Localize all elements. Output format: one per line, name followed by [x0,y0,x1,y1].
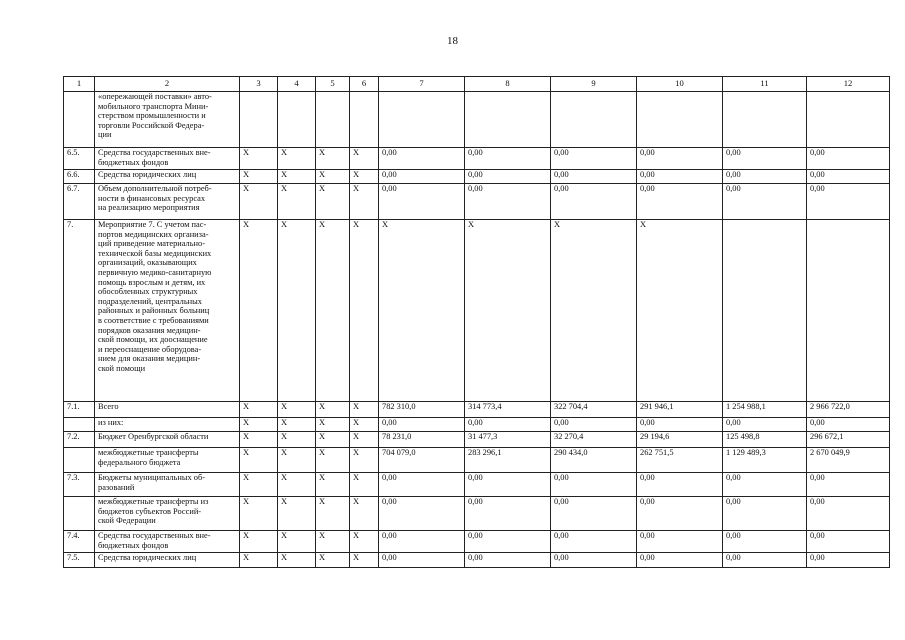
amount-cell: 0,00 [723,148,807,170]
marker-cell: X [278,531,316,553]
amount-cell: 0,00 [807,170,890,184]
description-cell: Всего [95,402,240,418]
row-number-cell: 7.5. [64,553,95,568]
marker-cell: X [278,497,316,531]
amount-cell: 32 270,4 [551,432,637,448]
amount-cell: 0,00 [379,170,465,184]
marker-cell: X [278,448,316,473]
marker-cell: X [350,170,379,184]
row-number-cell: 7.2. [64,432,95,448]
description-cell: Мероприятие 7. С учетом пас- портов медицинских организа- ций приведение материально- технической базы медицинских организаций, оказывающих первичную медико-санитарную помощь взрослым и детям, их обособленных структурных подразделений, центральных районных и районных больниц в соответствие с требованиями порядков оказания медицин- ской помощи, их дооснащение и переоснащение оборудова- нием для оказания медицин- ской помощи [95,220,240,402]
marker-cell: X [240,497,278,531]
amount-cell: 125 498,8 [723,432,807,448]
column-header: 3 [240,77,278,92]
row-number-cell [64,448,95,473]
marker-cell: X [240,448,278,473]
amount-cell [723,220,807,402]
row-number-cell: 6.6. [64,170,95,184]
description-cell: межбюджетные трансферты федерального бюджета [95,448,240,473]
marker-cell: X [350,553,379,568]
table-row [64,170,890,184]
marker-cell [316,92,350,148]
amount-cell [637,92,723,148]
table-row [64,448,890,473]
marker-cell: X [240,170,278,184]
marker-cell: X [316,553,350,568]
amount-cell [465,92,551,148]
marker-cell: X [278,148,316,170]
description-cell: Средства государственных вне- бюджетных фондов [95,148,240,170]
description-cell: Объем дополнительной потреб- ности в финансовых ресурсах на реализацию мероприятия [95,184,240,220]
marker-cell: X [240,220,278,402]
marker-cell: X [240,184,278,220]
table-row [64,402,890,418]
amount-cell: 0,00 [379,418,465,432]
amount-cell: 1 129 489,3 [723,448,807,473]
amount-cell: 2 966 722,0 [807,402,890,418]
amount-cell: 0,00 [723,170,807,184]
marker-cell: X [278,170,316,184]
amount-cell: X [637,220,723,402]
budget-table [63,76,890,568]
amount-cell: 0,00 [807,553,890,568]
column-header: 10 [637,77,723,92]
marker-cell: X [278,402,316,418]
column-header: 12 [807,77,890,92]
amount-cell: 291 946,1 [637,402,723,418]
marker-cell: X [316,448,350,473]
marker-cell [278,92,316,148]
amount-cell: 0,00 [723,418,807,432]
marker-cell: X [350,402,379,418]
marker-cell: X [240,473,278,497]
marker-cell: X [278,553,316,568]
marker-cell: X [350,432,379,448]
description-cell: «опережающей поставки» авто- мобильного транспорта Мини- стерством промышленности и торговли Российской Федера- ции [95,92,240,148]
description-cell: Бюджеты муниципальных об- разований [95,473,240,497]
marker-cell: X [350,531,379,553]
amount-cell: 0,00 [379,184,465,220]
amount-cell: X [465,220,551,402]
column-header: 9 [551,77,637,92]
marker-cell: X [316,148,350,170]
marker-cell: X [316,220,350,402]
marker-cell: X [350,220,379,402]
marker-cell: X [240,531,278,553]
amount-cell: 0,00 [637,497,723,531]
marker-cell: X [350,448,379,473]
row-number-cell: 7.1. [64,402,95,418]
amount-cell: 0,00 [637,148,723,170]
marker-cell: X [278,184,316,220]
amount-cell: 0,00 [465,531,551,553]
marker-cell: X [278,432,316,448]
table-row [64,148,890,170]
marker-cell: X [316,184,350,220]
amount-cell: 0,00 [807,148,890,170]
marker-cell: X [240,402,278,418]
amount-cell: 0,00 [637,553,723,568]
amount-cell: 0,00 [723,497,807,531]
marker-cell: X [278,220,316,402]
amount-cell: 0,00 [723,184,807,220]
description-cell: межбюджетные трансферты из бюджетов субъектов Россий- ской Федерации [95,497,240,531]
amount-cell: 0,00 [379,148,465,170]
amount-cell: 0,00 [637,473,723,497]
column-header: 5 [316,77,350,92]
description-cell: Бюджет Оренбургской области [95,432,240,448]
table-body [64,92,890,568]
row-number-cell [64,418,95,432]
header-row [64,77,890,92]
table-row [64,92,890,148]
marker-cell: X [316,402,350,418]
row-number-cell: 7.3. [64,473,95,497]
description-cell: из них: [95,418,240,432]
amount-cell: 78 231,0 [379,432,465,448]
column-header: 4 [278,77,316,92]
row-number-cell: 6.7. [64,184,95,220]
amount-cell: 0,00 [807,184,890,220]
amount-cell [723,92,807,148]
row-number-cell: 7. [64,220,95,402]
table-row [64,220,890,402]
amount-cell: 0,00 [551,553,637,568]
marker-cell: X [350,184,379,220]
amount-cell: 0,00 [637,170,723,184]
column-header: 1 [64,77,95,92]
amount-cell: 29 194,6 [637,432,723,448]
amount-cell: 0,00 [637,531,723,553]
amount-cell: 0,00 [551,418,637,432]
marker-cell [350,92,379,148]
marker-cell: X [240,148,278,170]
marker-cell: X [278,473,316,497]
table-row [64,553,890,568]
amount-cell: 0,00 [807,497,890,531]
amount-cell: 290 434,0 [551,448,637,473]
amount-cell: 0,00 [465,170,551,184]
description-cell: Средства государственных вне- бюджетных фондов [95,531,240,553]
marker-cell: X [350,497,379,531]
amount-cell: 0,00 [379,553,465,568]
amount-cell: 704 079,0 [379,448,465,473]
amount-cell: 0,00 [723,553,807,568]
amount-cell: 283 296,1 [465,448,551,473]
table-row [64,497,890,531]
marker-cell: X [316,531,350,553]
marker-cell: X [316,497,350,531]
amount-cell: 0,00 [465,553,551,568]
amount-cell: 296 672,1 [807,432,890,448]
row-number-cell: 7.4. [64,531,95,553]
description-cell: Средства юридических лиц [95,170,240,184]
row-number-cell [64,497,95,531]
amount-cell: 782 310,0 [379,402,465,418]
amount-cell: 31 477,3 [465,432,551,448]
column-header: 8 [465,77,551,92]
amount-cell: 0,00 [807,418,890,432]
table-row [64,531,890,553]
marker-cell: X [350,473,379,497]
row-number-cell: 6.5. [64,148,95,170]
column-header: 6 [350,77,379,92]
marker-cell: X [350,148,379,170]
amount-cell: 0,00 [637,184,723,220]
amount-cell: 0,00 [465,184,551,220]
table-row [64,184,890,220]
amount-cell [807,92,890,148]
amount-cell: 0,00 [379,531,465,553]
amount-cell: 322 704,4 [551,402,637,418]
marker-cell: X [316,473,350,497]
amount-cell: 0,00 [465,148,551,170]
amount-cell: 0,00 [723,531,807,553]
description-cell: Средства юридических лиц [95,553,240,568]
amount-cell [379,92,465,148]
amount-cell: 0,00 [465,497,551,531]
table-row [64,432,890,448]
marker-cell: X [240,553,278,568]
column-header: 11 [723,77,807,92]
row-number-cell [64,92,95,148]
amount-cell: 0,00 [551,170,637,184]
marker-cell: X [278,418,316,432]
amount-cell: 1 254 988,1 [723,402,807,418]
marker-cell: X [316,432,350,448]
amount-cell: 0,00 [465,473,551,497]
amount-cell: 262 751,5 [637,448,723,473]
marker-cell [240,92,278,148]
column-header: 7 [379,77,465,92]
amount-cell: 0,00 [723,473,807,497]
amount-cell: 0,00 [379,497,465,531]
amount-cell: 0,00 [551,497,637,531]
marker-cell: X [316,418,350,432]
marker-cell: X [316,170,350,184]
amount-cell: 2 670 049,9 [807,448,890,473]
amount-cell: X [379,220,465,402]
amount-cell [807,220,890,402]
amount-cell: 0,00 [551,148,637,170]
amount-cell: 314 773,4 [465,402,551,418]
amount-cell: 0,00 [807,473,890,497]
amount-cell: 0,00 [379,473,465,497]
page-number: 18 [447,35,458,47]
amount-cell: 0,00 [807,531,890,553]
amount-cell: 0,00 [551,184,637,220]
amount-cell [551,92,637,148]
marker-cell: X [240,418,278,432]
amount-cell: X [551,220,637,402]
table-row [64,473,890,497]
column-header: 2 [95,77,240,92]
amount-cell: 0,00 [465,418,551,432]
amount-cell: 0,00 [637,418,723,432]
marker-cell: X [240,432,278,448]
marker-cell: X [350,418,379,432]
amount-cell: 0,00 [551,473,637,497]
amount-cell: 0,00 [551,531,637,553]
table-row [64,418,890,432]
